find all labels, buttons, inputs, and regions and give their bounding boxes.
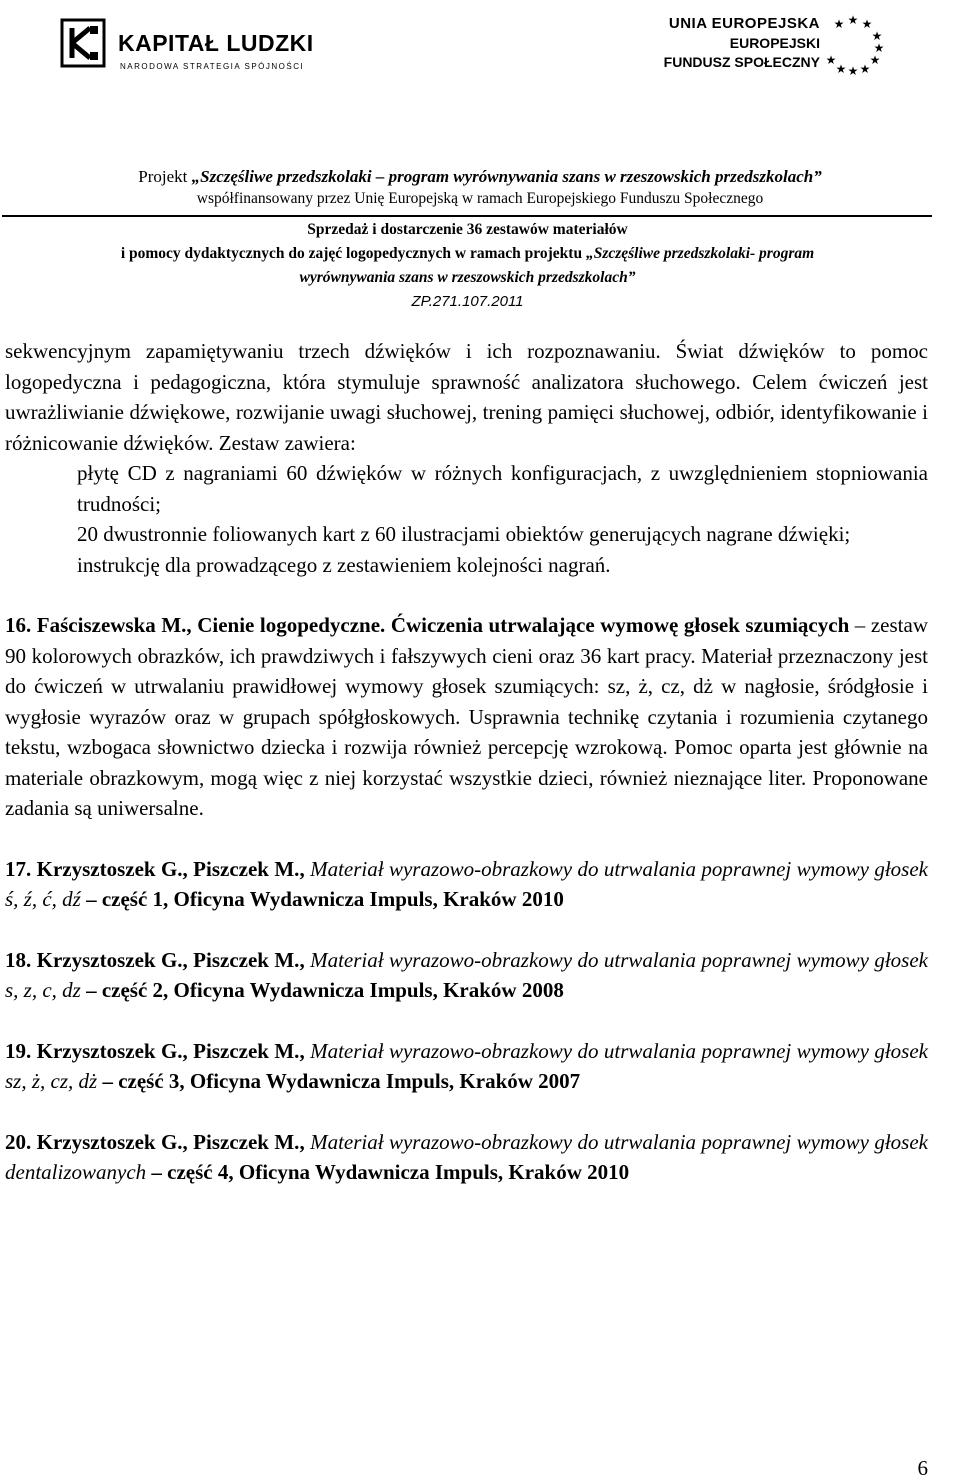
eu-line-2: EUROPEJSKI [729, 35, 820, 51]
svg-text:★: ★ [873, 41, 884, 55]
item-16 [5, 610, 928, 824]
book-17-title: Materiał wyrazowo-obrazkowy do utrwalania poprawnej wymowy głosek ś, ź, ć, dź [5, 856, 928, 911]
svg-text:★: ★ [847, 64, 859, 76]
svg-text:★: ★ [871, 29, 883, 43]
project-name: „Szczęśliwe przedszkolaki – program wyrównywania szans w rzeszowskich przedszkolach” [191, 167, 822, 186]
eu-stars-icon [822, 12, 884, 76]
tender-header [0, 218, 935, 314]
contents-item-3: instrukcję dla prowadzącego z zestawieniem kolejności nagrań. [77, 552, 611, 577]
book-20-author: 20. Krzysztoszek G., Piszczek M. [5, 1129, 300, 1154]
svg-text:★: ★ [859, 62, 871, 76]
svg-text:★: ★ [833, 17, 845, 31]
eu-logo-text [650, 14, 820, 72]
project-prefix: Projekt [138, 167, 192, 186]
contents-item-1: płytę CD z nagraniami 60 dźwięków w różnych konfiguracjach, z uwzględnieniem stopniowania trudności; [77, 461, 928, 516]
book-17: 17. Krzysztoszek G., Piszczek M., Materiał wyrazowo-obrazkowy do utrwalania poprawnej wymowy głosek ś, ź, ć, dź – część 1, Oficyna Wydawnicza Impuls, Kraków 2010 [5, 856, 928, 911]
reference-number: ZP.271.107.2011 [411, 293, 524, 310]
contents-item-2: 20 dwustronnie foliowanych kart z 60 ilustracjami obiektów generujących nagrane dźwięki; [77, 522, 851, 546]
svg-text:★: ★ [825, 53, 837, 67]
eu-logo [650, 12, 940, 82]
svg-text:★: ★ [861, 17, 873, 31]
svg-text:★: ★ [835, 62, 847, 76]
tender-line-3: wyrównywania szans w rzeszowskich przedszkolach” [299, 269, 636, 286]
page-number: 6 [917, 1456, 928, 1480]
kapital-ludzki-logo [60, 12, 320, 72]
item-16-description: – zestaw 90 kolorowych obrazków, ich prawdziwych i fałszywych cieni oraz 36 kart pracy. Materiał przeznaczony jest do ćwiczeń w utrwalaniu prawidłowej wymowy głosek szumiących: sz, ż, cz, dż w nagłosie, śródgłosie i wygłosie wyrazów oraz w grupach spółgłoskowych. Usprawnia technikę czytania i rozumienia czytanego tekstu, wzbogaca słownictwo dziecka i rozwija również percepcję wzrokową. Pomoc oparta jest głównie na materiale obrazkowym, mogą więc z niej korzystać wszystkie dzieci, również nieznające liter. Proponowane zadania są uniwersalne. [5, 613, 928, 820]
contents-list [5, 458, 928, 580]
book-19-title: Materiał wyrazowo-obrazkowy do utrwalania poprawnej wymowy głosek sz, ż, cz, dż [5, 1038, 928, 1093]
intro-paragraph: sekwencyjnym zapamiętywaniu trzech dźwięków i ich rozpoznawaniu. Świat dźwięków to pomoc logopedyczna i pedagogiczna, która stymuluje sprawność analizatora słuchowego. Celem ćwiczeń jest uwrażliwianie dźwiękowe, rozwijanie uwagi słuchowej, trening pamięci słuchowej, odbiór, identyfikowanie i różnicowanie dźwięków. Zestaw zawiera: [5, 339, 928, 455]
book-17-publisher: – część 1, Oficyna Wydawnicza Impuls, Kraków 2010 [80, 887, 564, 911]
book-19: 19. Krzysztoszek G., Piszczek M., Materiał wyrazowo-obrazkowy do utrwalania poprawnej wymowy głosek sz, ż, cz, dż – część 3, Oficyna Wydawnicza Impuls, Kraków 2007 [5, 1038, 928, 1093]
item-16-heading: 16. Faściszewska M., Cienie logopedyczne. Ćwiczenia utrwalające wymowę głosek szumiących [5, 613, 850, 637]
eu-line-1: UNIA EUROPEJSKA [668, 15, 820, 32]
book-19-author: 19. Krzysztoszek G., Piszczek M. [5, 1038, 300, 1063]
tender-line-1: Sprzedaż i dostarczenie 36 zestawów materiałów [307, 221, 628, 238]
tender-line-2 [0, 242, 935, 266]
book-20: 20. Krzysztoszek G., Piszczek M., Materiał wyrazowo-obrazkowy do utrwalania poprawnej wymowy głosek dentalizowanych – część 4, Oficyna Wydawnicza Impuls, Kraków 2010 [5, 1129, 928, 1184]
project-title-line [0, 166, 960, 188]
kapital-ludzki-title: KAPITAŁ LUDZKI [118, 30, 314, 56]
tender-line-2-prefix: i pomocy dydaktycznych do zajęć logopedycznych w ramach projektu [120, 245, 586, 262]
kapital-ludzki-subtitle: NARODOWA STRATEGIA SPÓJNOŚCI [120, 62, 305, 71]
svg-text:★: ★ [847, 13, 859, 27]
book-19-publisher: – część 3, Oficyna Wydawnicza Impuls, Kraków 2007 [97, 1069, 581, 1093]
book-18-publisher: – część 2, Oficyna Wydawnicza Impuls, Kraków 2008 [80, 978, 564, 1002]
header-divider [2, 215, 932, 217]
document-body [5, 336, 928, 1188]
book-18-title: Materiał wyrazowo-obrazkowy do utrwalania poprawnej wymowy głosek s, z, c, dz [5, 947, 928, 1002]
project-header [0, 166, 960, 210]
svg-text:★: ★ [869, 53, 881, 67]
tender-line-2-name: „Szczęśliwe przedszkolaki- program [585, 245, 815, 262]
book-18-author: 18. Krzysztoszek G., Piszczek M. [5, 947, 300, 972]
book-17-author: 17. Krzysztoszek G., Piszczek M. [5, 856, 300, 881]
book-20-title: Materiał wyrazowo-obrazkowy do utrwalania poprawnej wymowy głosek dentalizowanych [5, 1129, 928, 1184]
book-18: 18. Krzysztoszek G., Piszczek M., Materiał wyrazowo-obrazkowy do utrwalania poprawnej wymowy głosek s, z, c, dz – część 2, Oficyna Wydawnicza Impuls, Kraków 2008 [5, 947, 928, 1002]
book-20-publisher: – część 4, Oficyna Wydawnicza Impuls, Kraków 2010 [146, 1160, 630, 1184]
kapital-ludzki-emblem-icon [60, 18, 106, 68]
eu-line-3: FUNDUSZ SPOŁECZNY [663, 54, 820, 70]
cofinanced-line: współfinansowany przez Unię Europejską w ramach Europejskiego Funduszu Społecznego [196, 190, 764, 207]
